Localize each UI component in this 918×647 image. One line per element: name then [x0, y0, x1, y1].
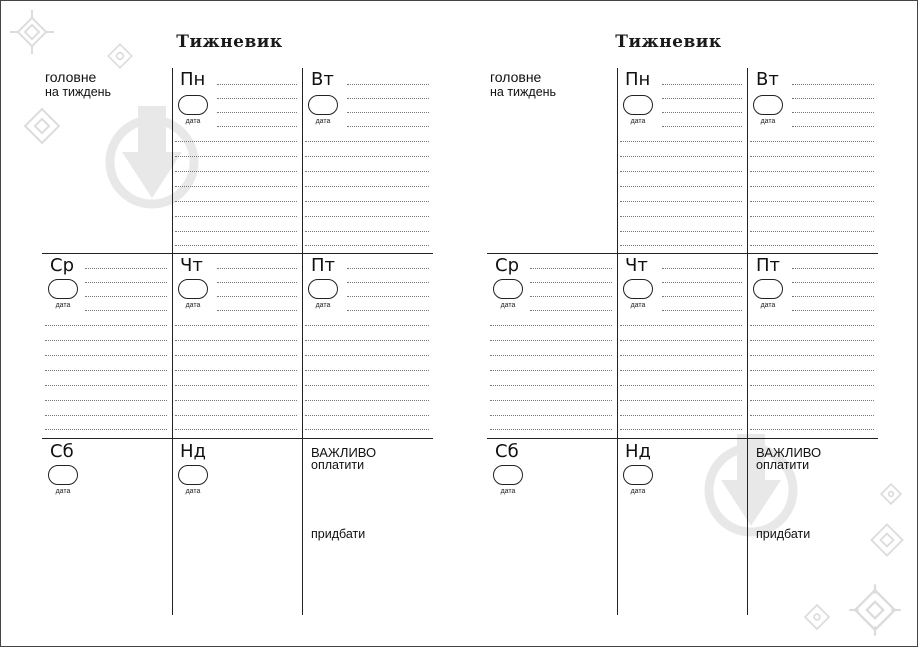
date-field-thu[interactable]	[178, 279, 208, 299]
day-label-sun: Нд	[180, 441, 206, 462]
date-field-mon[interactable]	[623, 95, 653, 115]
day-label-wed: Ср	[50, 255, 74, 276]
day-cell-sat[interactable]	[487, 438, 617, 615]
date-label: дата	[760, 302, 776, 309]
date-label: дата	[500, 488, 516, 495]
day-label-mon: Пн	[625, 69, 651, 90]
page-title: Тижневик	[615, 32, 722, 52]
important-cell[interactable]	[747, 438, 878, 615]
date-label: дата	[55, 302, 71, 309]
day-label-sat: Сб	[50, 441, 74, 462]
date-label: дата	[185, 118, 201, 125]
date-field-fri[interactable]	[308, 279, 338, 299]
day-cell-sat[interactable]	[42, 438, 172, 615]
day-label-wed: Ср	[495, 255, 519, 276]
week-grid	[487, 68, 878, 615]
date-field-sun[interactable]	[178, 465, 208, 485]
date-field-wed[interactable]	[493, 279, 523, 299]
day-cell-thu[interactable]	[617, 253, 747, 438]
day-label-thu: Чт	[180, 255, 203, 276]
main-week-sublabel: на тиждень	[490, 85, 557, 99]
day-label-tue: Вт	[756, 69, 779, 90]
important-title: ВАЖЛИВО	[311, 445, 377, 460]
date-field-sat[interactable]	[493, 465, 523, 485]
date-field-mon[interactable]	[178, 95, 208, 115]
day-label-fri: Пт	[756, 255, 781, 276]
date-field-fri[interactable]	[753, 279, 783, 299]
day-cell-tue[interactable]	[302, 68, 433, 253]
pay-label: оплатити	[756, 458, 810, 472]
date-label: дата	[760, 118, 776, 125]
important-title: ВАЖЛИВО	[756, 445, 822, 460]
day-cell-fri[interactable]	[747, 253, 878, 438]
date-label: дата	[630, 302, 646, 309]
day-label-thu: Чт	[625, 255, 648, 276]
buy-label: придбати	[756, 527, 811, 541]
day-cell-tue[interactable]	[747, 68, 878, 253]
day-label-mon: Пн	[180, 69, 206, 90]
date-field-sat[interactable]	[48, 465, 78, 485]
main-week-label: головне	[45, 69, 97, 85]
day-cell-sun[interactable]	[172, 438, 302, 615]
day-cell-sun[interactable]	[617, 438, 747, 615]
date-label: дата	[185, 488, 201, 495]
date-field-sun[interactable]	[623, 465, 653, 485]
date-field-tue[interactable]	[308, 95, 338, 115]
day-cell-thu[interactable]	[172, 253, 302, 438]
day-cell-wed[interactable]	[487, 253, 617, 438]
date-field-tue[interactable]	[753, 95, 783, 115]
day-label-sat: Сб	[495, 441, 519, 462]
important-cell[interactable]	[302, 438, 433, 615]
day-label-fri: Пт	[311, 255, 336, 276]
day-cell-wed[interactable]	[42, 253, 172, 438]
ornament-icon	[877, 480, 905, 508]
day-cell-mon[interactable]	[617, 68, 747, 253]
date-label: дата	[630, 488, 646, 495]
page-title: Тижневик	[176, 32, 283, 52]
week-grid	[42, 68, 433, 615]
date-field-thu[interactable]	[623, 279, 653, 299]
main-week-sublabel: на тиждень	[45, 85, 112, 99]
date-field-wed[interactable]	[48, 279, 78, 299]
day-cell-fri[interactable]	[302, 253, 433, 438]
planner-page-right	[445, 0, 904, 647]
main-week-label: головне	[490, 69, 542, 85]
date-label: дата	[55, 488, 71, 495]
date-label: дата	[315, 302, 331, 309]
date-label: дата	[315, 118, 331, 125]
pay-label: оплатити	[311, 458, 365, 472]
date-label: дата	[185, 302, 201, 309]
day-label-tue: Вт	[311, 69, 334, 90]
date-label: дата	[630, 118, 646, 125]
day-label-sun: Нд	[625, 441, 651, 462]
buy-label: придбати	[311, 527, 366, 541]
day-cell-mon[interactable]	[172, 68, 302, 253]
date-label: дата	[500, 302, 516, 309]
